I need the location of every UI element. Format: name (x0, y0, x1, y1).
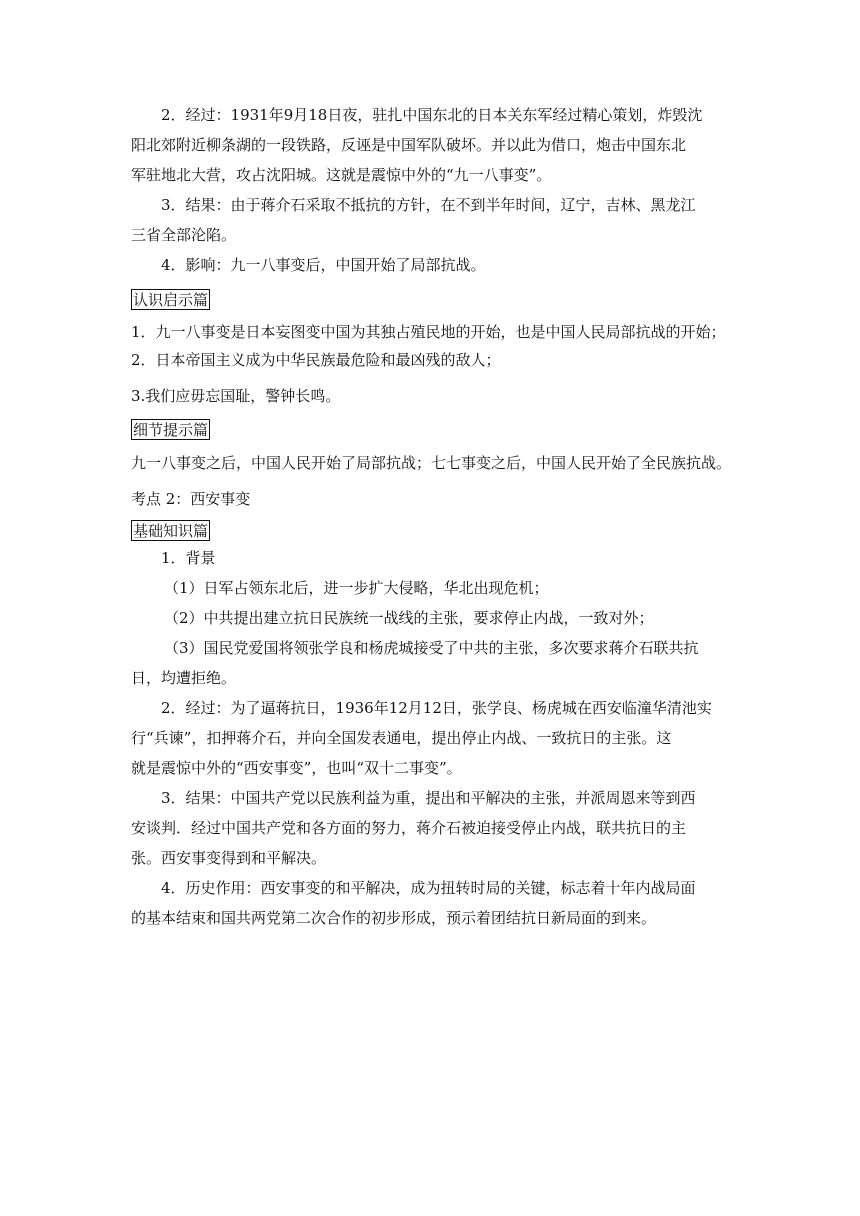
renshi-item-1: 1．九一八事变是日本妄图变中国为其独占殖民地的开始，也是中国人民局部抗战的开始； (131, 323, 726, 341)
renshi-item-2: 2．日本帝国主义成为中华民族最危险和最凶残的敌人； (131, 351, 501, 369)
beijing-item-3-cont: 日，均遭拒绝。 (131, 669, 237, 687)
beijing-item-3: （3）国民党爱国将领张学良和杨虎城接受了中共的主张，多次要求蒋介石联共抗 (164, 639, 699, 657)
beijing-item-1: （1）日军占领东北后，进一步扩大侵略，华北出现危机； (164, 579, 549, 597)
beijing-label: 1．背景 (161, 549, 216, 567)
kaodian2-title: 考点 2：西安事变 (131, 490, 251, 508)
jingguo-line-2: 阳北郊附近柳条湖的一段铁路，反诬是中国军队破坏。并以此为借口，炮击中国东北 (131, 136, 687, 154)
renshi-heading: 认识启示篇 (133, 291, 209, 309)
xian-jieguo-line-2: 安谈判．经过中国共产党和各方面的努力，蒋介石被迫接受停止内战，联共抗日的主 (131, 819, 687, 837)
xian-jieguo-line-3: 张。西安事变得到和平解决。 (131, 849, 327, 867)
jingguo-line-3: 军驻地北大营，攻占沈阳城。这就是震惊中外的“九一八事变”。 (131, 166, 552, 184)
yingxiang-line: 4．影响：九一八事变后，中国开始了局部抗战。 (161, 256, 486, 274)
xian-jingguo-line-3: 就是震惊中外的“西安事变”，也叫“双十二事变”。 (131, 759, 462, 777)
xian-jingguo-line-1: 2．经过：为了逼蒋抗日，1936年12月12日，张学良、杨虎城在西安临潼华清池实 (161, 699, 712, 717)
jieguo-line-1: 3．结果：由于蒋介石采取不抵抗的方针，在不到半年时间，辽宁，吉林、黑龙江 (161, 196, 696, 214)
jichu-heading: 基础知识篇 (133, 522, 209, 540)
jingguo-line-1: 2．经过：1931年9月18日夜，驻扎中国东北的日本关东军经过精心策划，炸毁沈 (161, 106, 703, 124)
xijie-text: 九一八事变之后，中国人民开始了局部抗战；七七事变之后，中国人民开始了全民族抗战。 (131, 454, 732, 472)
zuoyong-line-1: 4．历史作用：西安事变的和平解决，成为扭转时局的关键，标志着十年内战局面 (161, 879, 696, 897)
renshi-item-3: 3.我们应毋忘国耻，警钟长鸣。 (131, 387, 341, 405)
zuoyong-line-2: 的基本结束和国共两党第二次合作的初步形成，预示着团结抗日新局面的到来。 (131, 909, 657, 927)
xian-jieguo-line-1: 3．结果：中国共产党以民族利益为重，提出和平解决的主张，并派周恩来等到西 (161, 789, 696, 807)
jieguo-line-2: 三省全部沦陷。 (131, 226, 237, 244)
beijing-item-2: （2）中共提出建立抗日民族统一战线的主张，要求停止内战，一致对外； (164, 609, 654, 627)
xian-jingguo-line-2: 行“兵谏”，扣押蒋介石，并向全国发表通电，提出停止内战、一致抗日的主张。这 (131, 729, 672, 747)
xijie-heading: 细节提示篇 (133, 421, 209, 439)
